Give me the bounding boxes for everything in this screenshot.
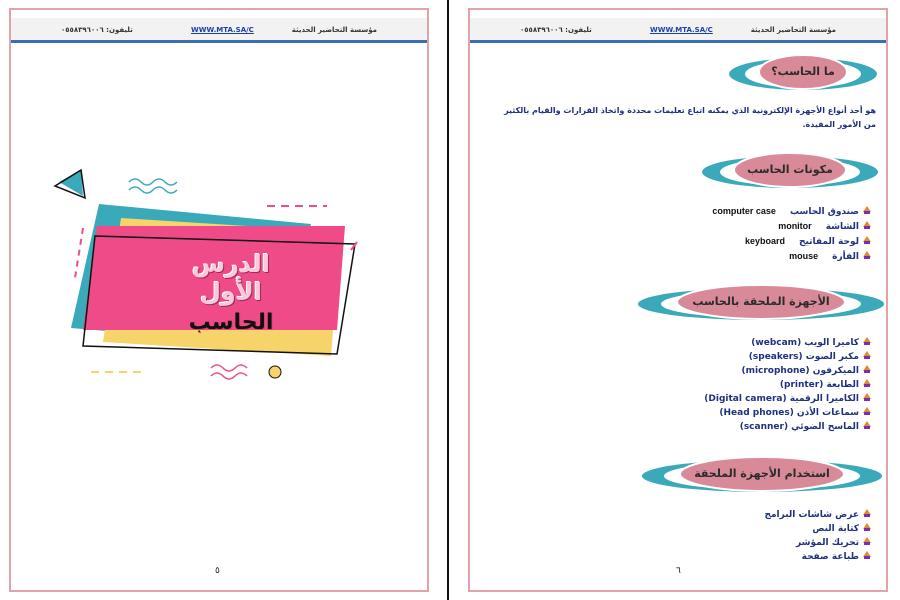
page-divider <box>447 0 449 600</box>
list-item: تحريك المؤشر <box>764 536 872 550</box>
pencil-bullet-icon <box>863 523 872 532</box>
components-list <box>712 204 872 264</box>
pencil-bullet-icon <box>863 551 872 560</box>
list-item: الشاشةmonitor <box>712 219 872 234</box>
pencil-bullet-icon <box>863 407 872 416</box>
list-item: الكاميرا الرقمية (Digital camera) <box>704 392 872 406</box>
pencil-bullet-icon <box>863 421 872 430</box>
header-phone: تليفون: ٠٥٥٨٣٩٦٠٠٦ <box>520 26 592 34</box>
page-number: ٥ <box>215 566 220 576</box>
page-right <box>468 8 888 592</box>
list-item: عرض شاشات البرامج <box>764 508 872 522</box>
header-phone: تليفون: ٠٥٥٨٣٩٦٠٠٦ <box>61 26 133 34</box>
pencil-bullet-icon <box>863 365 872 374</box>
page-left <box>9 8 429 592</box>
page-header <box>470 18 886 43</box>
list-item: كتابة النص <box>764 522 872 536</box>
section-banner-what-is-computer <box>728 52 878 92</box>
list-item: الميكرفون (microphone) <box>704 364 872 378</box>
section-heading: مكونات الحاسب <box>747 163 833 176</box>
list-item: طباعة صفحة <box>764 550 872 564</box>
lesson-subtitle: الحاسب <box>188 310 274 335</box>
uses-list <box>764 508 872 564</box>
header-url-link[interactable]: WWW.MTA.SA/C <box>650 26 713 34</box>
list-item: صندوق الحاسبcomputer case <box>712 204 872 219</box>
pencil-bullet-icon <box>863 509 872 518</box>
pencil-bullet-icon <box>863 393 872 402</box>
list-item: الماسح الضوئي (scanner) <box>704 420 872 434</box>
section-heading: الأجهزة الملحقة بالحاسب <box>692 295 830 308</box>
lesson-title: الدرس الأول <box>191 250 271 306</box>
list-item: كاميرا الويب (webcam) <box>704 336 872 350</box>
definition-text: هو أحد أنواع الأجهزة الإلكترونية الذي يمكنه اتباع تعليمات محددة واتخاذ القرارات والقيام بالكثير من الأمور المفيدة. <box>504 106 876 129</box>
section-banner-components <box>700 150 880 190</box>
list-item: سماعات الأذن (Head phones) <box>704 406 872 420</box>
section-heading: ما الحاسب؟ <box>771 65 835 78</box>
list-item: الفأرةmouse <box>712 249 872 264</box>
header-org: مؤسسة التحاضير الحديثة <box>291 26 377 34</box>
pencil-bullet-icon <box>863 236 872 245</box>
page-number: ٦ <box>676 566 681 576</box>
section-banner-peripherals <box>636 282 886 322</box>
pencil-bullet-icon <box>863 351 872 360</box>
header-org: مؤسسة التحاضير الحديثة <box>750 26 836 34</box>
section-banner-using-peripherals <box>640 454 884 494</box>
pencil-bullet-icon <box>863 537 872 546</box>
section-heading: استخدام الأجهزة الملحقة <box>694 467 830 480</box>
list-item: مكبر الصوت (speakers) <box>704 350 872 364</box>
list-item: لوحة المفاتيحkeyboard <box>712 234 872 249</box>
pencil-bullet-icon <box>863 379 872 388</box>
peripherals-list <box>704 336 872 434</box>
pencil-bullet-icon <box>863 206 872 215</box>
header-url-link[interactable]: WWW.MTA.SA/C <box>191 26 254 34</box>
pencil-bullet-icon <box>863 337 872 346</box>
pencil-bullet-icon <box>863 221 872 230</box>
cover-art <box>11 10 431 594</box>
list-item: الطابعة (printer) <box>704 378 872 392</box>
pencil-bullet-icon <box>863 251 872 260</box>
